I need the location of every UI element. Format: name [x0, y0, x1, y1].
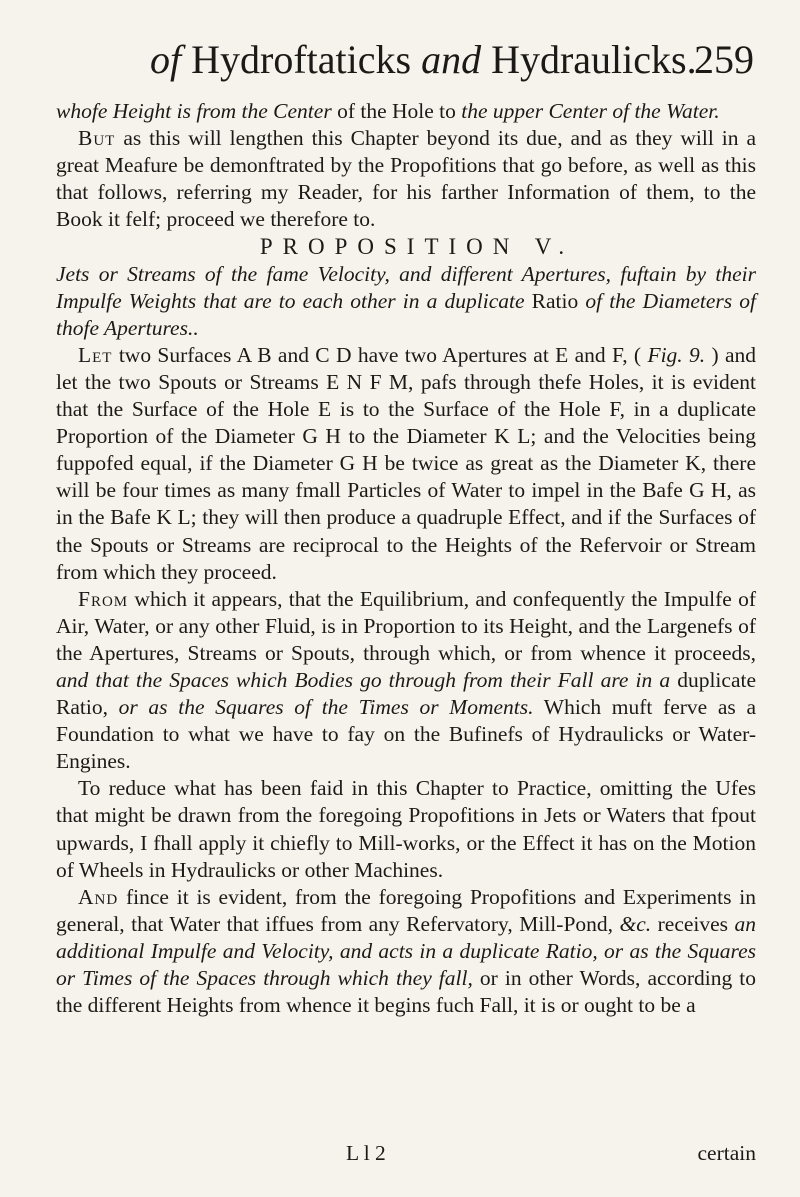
header-hydrostaticks: Hydroftaticks — [191, 37, 412, 82]
page-body — [56, 98, 756, 1019]
signature-mark: L l 2 — [346, 1141, 386, 1165]
paragraph: From which it appears, that the Equilibrium, and confequently the Impulfe of Air, Water, or any other Fluid, is in Proportion to its Height, and the Largenefs of the Apertures, Streams or Spouts, through which, or from whence it proceeds, and that the Spaces which Bodies go through from their Fall are in a duplicate Ratio, or as the Squares of the Times or Moments. Which muft ferve as a Foundation to what we have to fay on the Bufinefs of Hydraulicks or Water-Engines. — [56, 586, 757, 774]
paragraph: And fince it is evident, from the foregoing Propofitions and Experiments in general, that Water that iffues from any Refervatory, Mill-Pond, &c. receives an additional Impulfe and Velocity, and acts in a duplicate Ratio, or as the Squares or Times of the Spaces through which they fall, or in other Words, according to the different Heights from whence it begins fuch Fall, it is or ought to be a — [56, 884, 757, 1018]
paragraph: To reduce what has been faid in this Chapter to Practice, omitting the Ufes that might be drawn from the foregoing Propofitions in Jets or Waters that fpout upwards, I fhall apply it chiefly to Mill-works, or the Effect it has on the Motion of Wheels in Hydraulicks or other Machines. — [56, 776, 756, 882]
paragraph: But as this will lengthen this Chapter beyond its due, and as they will in a great Meafure be demonftrated by the Propofitions that go before, as well as this that follows, referring my Reader, for his farther Information of them, to the Book it felf; proceed we therefore to. — [56, 126, 757, 232]
paragraph: Let two Surfaces A B and C D have two Apertures at E and F, ( Fig. 9. ) and let the two Spouts or Streams E N F M, pafs through thefe Holes, it is evident that the Surface of the Hole E is to the Surface of the Hole F, in a duplicate Proportion of the Diameter G H to the Diameter K L; and the Velocities being fuppofed equal, if the Diameter G H be twice as great as the Diameter K, there will be four times as many fmall Particles of Water to impel in the Bafe G H, as in the Bafe K L; they will then produce a quadruple Effect, and if the Surfaces of the Spouts or Streams are reciprocal to the Heights of the Refervoir or Stream from which they proceed. — [56, 342, 757, 584]
header-of: of — [150, 37, 182, 82]
proposition-heading: PROPOSITION V. — [259, 234, 575, 260]
running-header — [150, 36, 760, 84]
paragraph-continuation: whofe Height is from the Center of the Hole to the upper Center of the Water. — [56, 99, 720, 123]
proposition-statement: Jets or Streams of the fame Velocity, and different Apertures, fuftain by their Impulfe Weights that are to each other in a duplicate Ratio of the Diameters of thofe Apertures.. — [56, 261, 756, 340]
page-number: 259 — [694, 37, 754, 82]
header-and: and — [421, 37, 482, 82]
catchword: certain — [697, 1141, 756, 1165]
header-hydraulicks: Hydraulicks. — [491, 37, 697, 82]
